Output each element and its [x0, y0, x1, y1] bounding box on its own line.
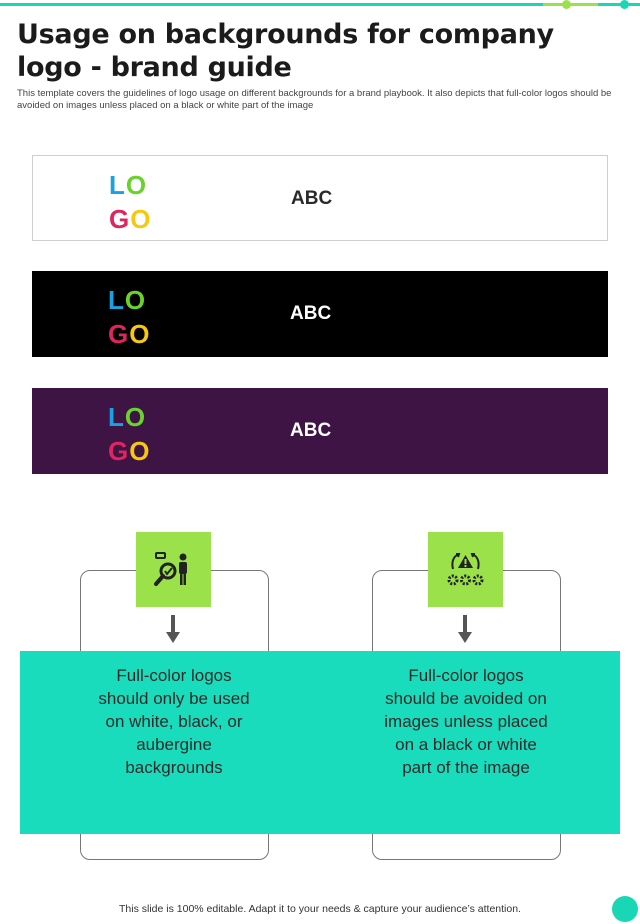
- corner-decoration: [612, 896, 638, 922]
- logo-letter: O: [130, 204, 152, 234]
- logo-card-aubergine: [32, 388, 608, 474]
- top-accent-bar-right: [598, 3, 640, 6]
- guideline-text: Full-color logos should be avoided on images unless placed on a black or white part of the image: [384, 666, 548, 777]
- warning-gears-icon: [445, 549, 486, 590]
- guideline-text: Full-color logos should only be used on white, black, or aubergine backgrounds: [98, 666, 250, 777]
- logo-card-black: [32, 271, 608, 357]
- page-title: Usage on backgrounds for company logo - brand guide: [17, 19, 554, 83]
- company-logo: [108, 283, 168, 351]
- arrow-down-icon: [166, 615, 180, 645]
- top-accent-dot-right: [620, 0, 629, 9]
- logo-letter: O: [129, 319, 151, 349]
- company-logo: [109, 168, 169, 236]
- logo-card-white: [32, 155, 608, 241]
- logo-letter: G: [108, 436, 130, 466]
- logo-letter: L: [108, 402, 125, 432]
- company-name: ABC: [290, 420, 332, 441]
- logo-letter: O: [124, 285, 147, 315]
- company-logo: [108, 400, 168, 468]
- guideline-icon-tile: [136, 532, 211, 607]
- top-accent-bar: [0, 3, 543, 6]
- top-accent-dot: [562, 0, 571, 9]
- logo-letter: G: [108, 319, 130, 349]
- page-description: This template covers the guidelines of logo usage on different backgrounds for a brand playbook. It also depicts that full-color logos should be avoided on images unless placed on a black or white part of the image: [17, 88, 612, 111]
- company-name: ABC: [290, 303, 332, 324]
- search-person-icon: [153, 549, 194, 590]
- logo-letter: L: [108, 285, 125, 315]
- logo-letter: L: [109, 170, 126, 200]
- guideline-icon-tile: [428, 532, 503, 607]
- footer-note: This slide is 100% editable. Adapt it to your needs & capture your audience’s attention.: [119, 903, 521, 915]
- company-name: ABC: [291, 188, 333, 209]
- logo-letter: G: [109, 204, 131, 234]
- logo-letter: O: [129, 436, 151, 466]
- arrow-down-icon: [458, 615, 472, 645]
- logo-letter: O: [124, 402, 147, 432]
- logo-letter: O: [125, 170, 148, 200]
